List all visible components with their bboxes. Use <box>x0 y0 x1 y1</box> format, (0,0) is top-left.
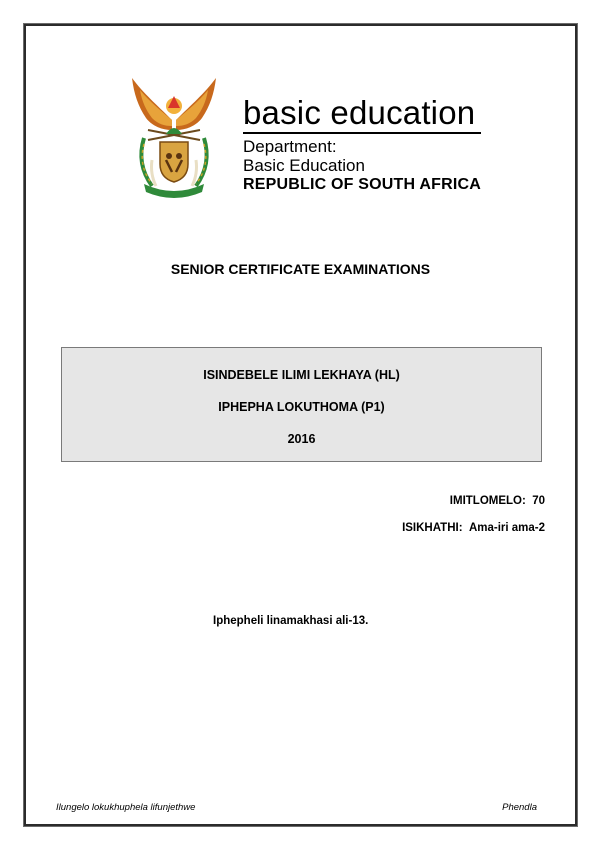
copyright-footer: Ilungelo lokukhuphela lifunjethwe <box>56 802 196 813</box>
marks-label: IMITLOMELO: <box>449 495 526 507</box>
page-frame <box>24 24 577 826</box>
page-count-note: Iphepheli linamakhasi ali-13. <box>213 615 369 627</box>
subject-name: ISINDEBELE ILIMI LEKHAYA (HL) <box>203 368 400 382</box>
brand-block <box>243 96 483 194</box>
brand-department: Department: <box>243 137 337 156</box>
time-label: ISIKHATHI: <box>402 522 463 534</box>
brand-divider <box>243 132 481 134</box>
marks-value: 70 <box>532 495 545 507</box>
brand-basic-education: Basic Education <box>243 156 365 175</box>
time-line <box>402 522 545 534</box>
marks-line <box>450 495 545 507</box>
exam-title: SENIOR CERTIFICATE EXAMINATIONS <box>170 261 431 277</box>
exam-year: 2016 <box>287 432 316 446</box>
turn-over-footer: Phendla <box>502 802 537 813</box>
subject-info-box <box>61 347 542 462</box>
coat-of-arms-icon <box>126 74 222 202</box>
brand-title: basic education <box>243 94 476 131</box>
brand-republic: REPUBLIC OF SOUTH AFRICA <box>243 176 481 193</box>
time-value: Ama-iri ama-2 <box>468 522 545 534</box>
paper-name: IPHEPHA LOKUTHOMA (P1) <box>218 400 385 414</box>
